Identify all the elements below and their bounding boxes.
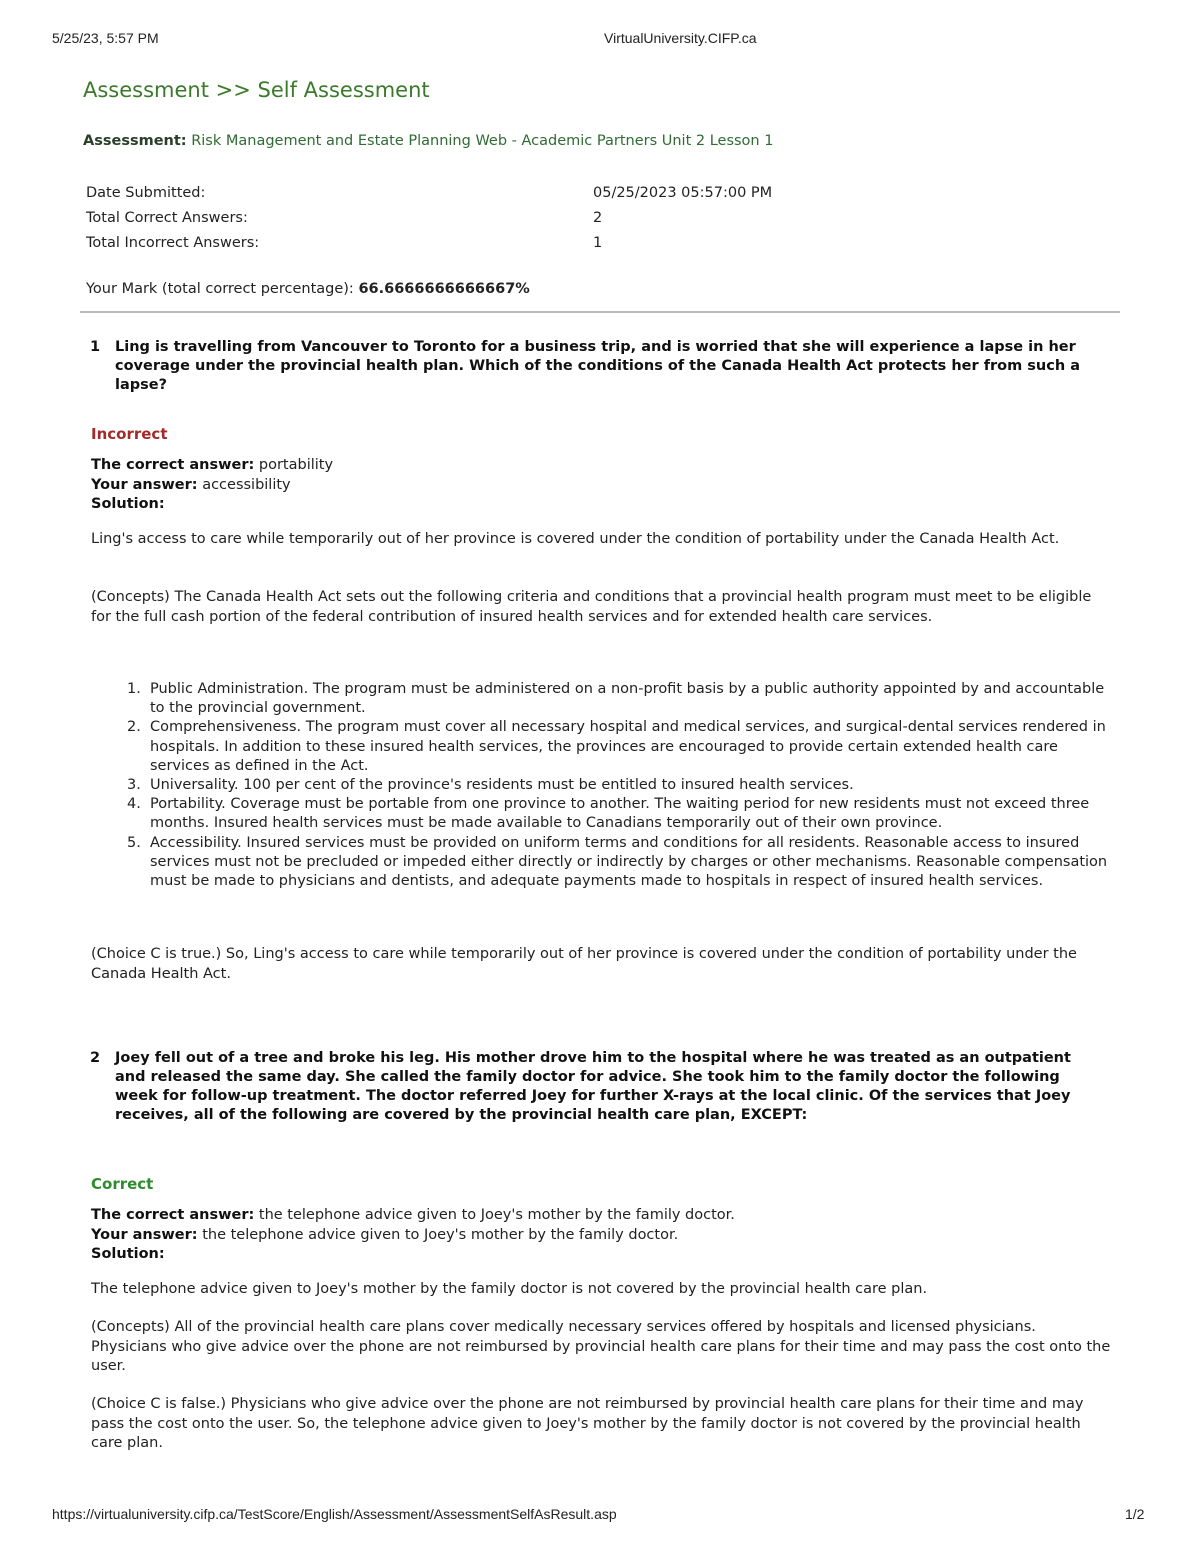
question-text: Ling is travelling from Vancouver to Toronto for a business trip, and is worried that she will experience a lapse in her coverage under the provincial health plan. Which of the conditions of the Canada Health Act protects her from such a lapse? <box>115 339 1080 393</box>
summary-row <box>86 183 772 208</box>
solution-intro: Ling's access to care while temporarily out of her province is covered under the condition of portability under the Canada Health Act. <box>91 531 1060 547</box>
correct-answer-line <box>91 1206 735 1226</box>
question-2 <box>90 1049 1090 1125</box>
list-item: 2. Comprehensiveness. The program must cover all necessary hospital and medical services, and surgical-dental services rendered in hospitals. In addition to these insured health services, the provinces are encouraged to provide certain extended health care services as defined in the Act. <box>127 719 1106 774</box>
your-answer-label: Your answer: <box>91 476 198 493</box>
mark-value: 66.6666666666667% <box>358 281 530 297</box>
summary-row <box>86 233 772 258</box>
summary-label: Date Submitted: <box>86 184 206 201</box>
summary-value: 2 <box>593 209 603 226</box>
correct-answer-line <box>91 456 333 476</box>
list-item: 4. Portability. Coverage must be portable from one province to another. The waiting period for new residents must not exceed three months. Insured health services must be made available to Canadians temporarily out of their own province. <box>127 796 1090 832</box>
solution-label: Solution: <box>91 496 165 512</box>
solution-intro: The telephone advice given to Joey's mother by the family doctor is not covered by the provincial health care plan. <box>91 1281 928 1297</box>
list-item: 1. Public Administration. The program must be administered on a non-profit basis by a public authority appointed by and accountable to the provincial government. <box>127 681 1105 717</box>
solution-concepts: (Concepts) The Canada Health Act sets out the following criteria and conditions that a provincial health program must meet to be eligible for the full cash portion of the federal contribution of insured health services and for extended health care services. <box>91 589 1092 625</box>
assessment-label: Assessment: <box>83 133 187 149</box>
correct-answer-label: The correct answer: <box>91 1207 255 1223</box>
question-text: Joey fell out of a tree and broke his leg. His mother drove him to the hospital where he was treated as an outpatient and released the same day. She called the family doctor for advice. She took him to the family doctor the following week for follow-up treatment. The doctor referred Joey for further X-rays at the local clinic. Of the services that Joey receives, all of the following are covered by the provincial health care plan, EXCEPT: <box>115 1050 1071 1123</box>
mark-label: Your Mark (total correct percentage): <box>86 281 354 297</box>
print-datetime: 5/25/23, 5:57 PM <box>52 30 159 46</box>
print-page-number: 1/2 <box>1125 1506 1145 1522</box>
mark-line <box>86 281 530 297</box>
summary-label: Total Incorrect Answers: <box>86 234 260 251</box>
summary-label: Total Correct Answers: <box>86 209 248 226</box>
question-number: 2 <box>90 1050 101 1066</box>
question-1 <box>90 338 1090 395</box>
correct-answer-value: the telephone advice given to Joey's mother by the family doctor. <box>258 1207 735 1223</box>
your-answer-line <box>91 1226 735 1246</box>
list-item: 5. Accessibility. Insured services must be provided on uniform terms and conditions for all residents. Reasonable access to insured services must not be precluded or impeded either directly or indirectly by charges or other mechanisms. Reasonable compensation must be made to physicians and dentists, and adequate payments made to hospitals in respect of insured health services. <box>127 834 1108 890</box>
solution-choice: (Choice C is true.) So, Ling's access to care while temporarily out of her province is covered under the condition of portability under the Canada Health Act. <box>91 946 1077 982</box>
print-url: https://virtualuniversity.cifp.ca/TestScore/English/Assessment/AssessmentSelfAsResult.asp <box>52 1506 617 1522</box>
divider <box>80 311 1120 313</box>
solution-concepts: (Concepts) All of the provincial health care plans cover medically necessary services offered by hospitals and licensed physicians. Physicians who give advice over the phone are not reimbursed by provincial health care plans for their time and may pass the cost onto the user. <box>91 1319 1111 1374</box>
page-title: Assessment >> Self Assessment <box>83 78 430 102</box>
summary-table <box>86 183 772 258</box>
your-answer-label: Your answer: <box>91 1226 198 1243</box>
summary-row <box>86 208 772 233</box>
solution-choice: (Choice C is false.) Physicians who give advice over the phone are not reimbursed by provincial health care plans for their time and may pass the cost onto the user. So, the telephone advice given to Joey's mother by the family doctor is not covered by the provincial health care plan. <box>91 1396 1084 1451</box>
answer-block <box>91 456 333 515</box>
correct-answer-value: portability <box>258 457 334 473</box>
your-answer-value: accessibility <box>202 476 291 493</box>
assessment-name: Risk Management and Estate Planning Web - Academic Partners Unit 2 Lesson 1 <box>191 133 774 149</box>
list-item: 3. Universality. 100 per cent of the province's residents must be entitled to insured health services. <box>127 777 854 794</box>
summary-value: 05/25/2023 05:57:00 PM <box>593 184 773 201</box>
answer-block <box>91 1206 735 1265</box>
status-incorrect: Incorrect <box>91 425 168 443</box>
assessment-name-line <box>83 133 773 149</box>
criteria-list <box>127 680 1110 891</box>
summary-value: 1 <box>593 234 603 251</box>
correct-answer-label: The correct answer: <box>91 457 255 473</box>
solution-label: Solution: <box>91 1246 165 1262</box>
print-site-name: VirtualUniversity.CIFP.ca <box>604 30 757 46</box>
question-number: 1 <box>90 339 101 355</box>
your-answer-line <box>91 476 333 496</box>
status-correct: Correct <box>91 1175 154 1193</box>
your-answer-value: the telephone advice given to Joey's mother by the family doctor. <box>202 1226 679 1243</box>
